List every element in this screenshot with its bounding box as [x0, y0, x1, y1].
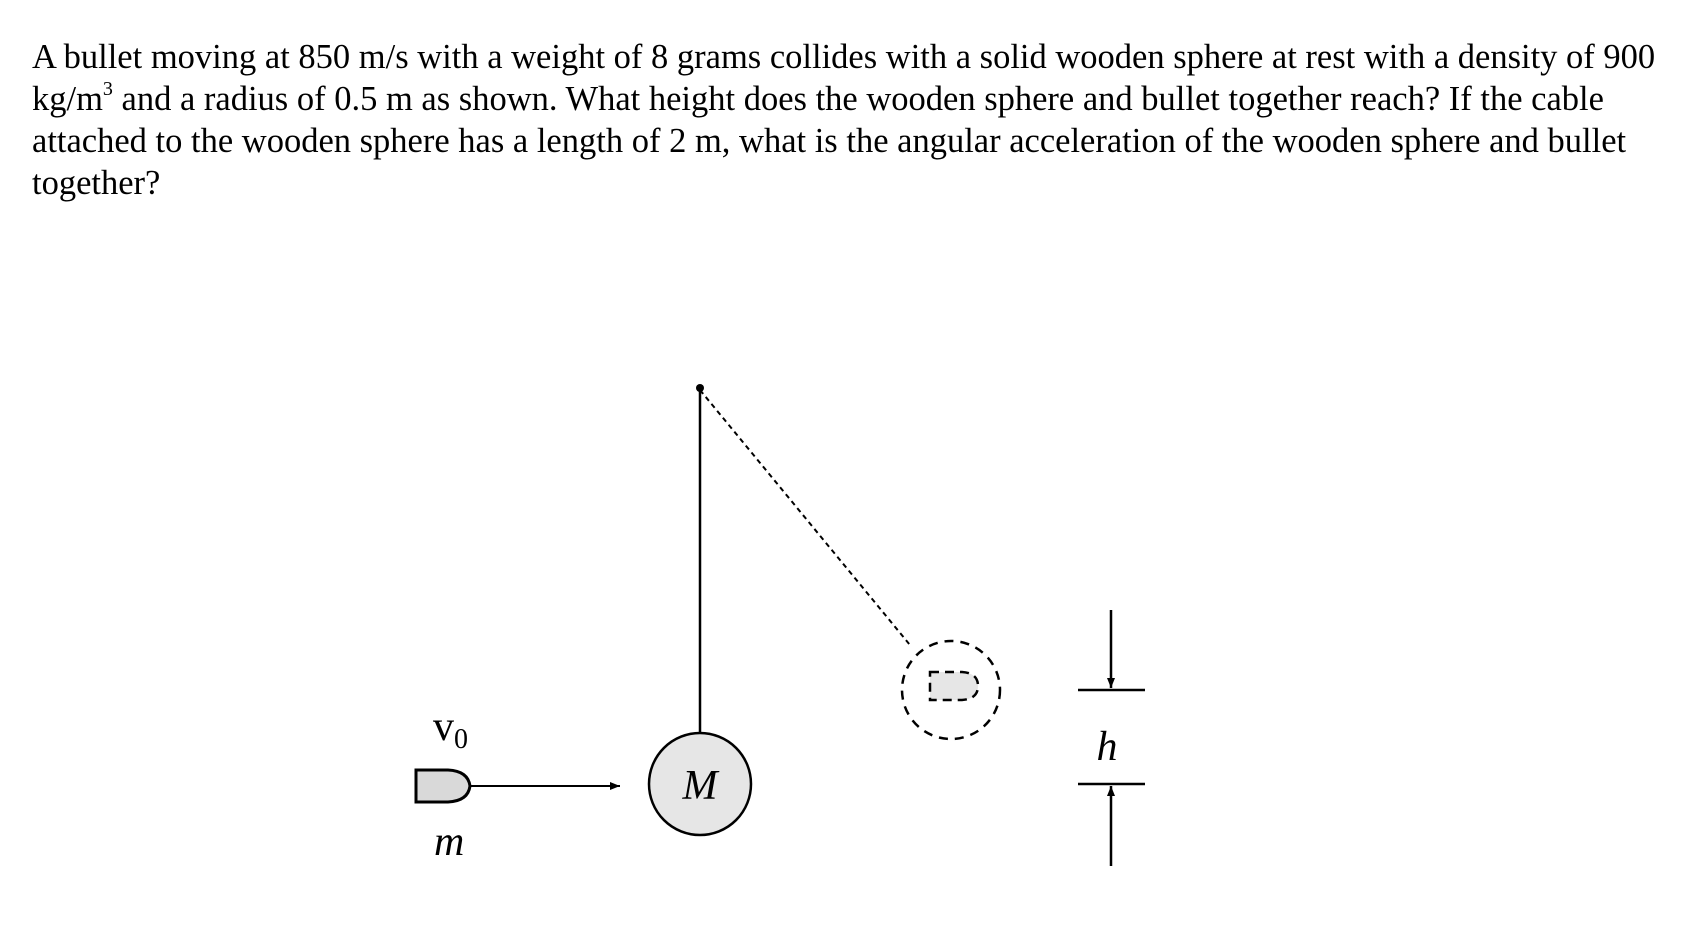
swung-cable-dashed — [700, 390, 910, 645]
superscript-exponent: 3 — [102, 77, 113, 100]
problem-text-part2: and a radius of 0.5 m as shown. What height does the wooden sphere and bullet together reach? If the cable attached to the wooden sphere has a length of 2 m, what is the angular acceleration of the wooden sphere and bullet together? — [32, 80, 1627, 202]
height-label: h — [1096, 724, 1118, 770]
problem-text-part1: A bullet moving at 850 m/s with a weight of 8 grams collides with a solid wooden sphere at rest with a density of 900 kg/m — [32, 38, 1656, 118]
bullet — [416, 770, 470, 802]
bullet-mass-label: m — [434, 819, 465, 865]
sphere-mass-label: M — [682, 763, 718, 809]
velocity-symbol: v — [433, 704, 454, 750]
velocity-label — [433, 704, 468, 755]
velocity-subscript: 0 — [454, 724, 468, 755]
embedded-bullet-dashed — [930, 672, 978, 700]
